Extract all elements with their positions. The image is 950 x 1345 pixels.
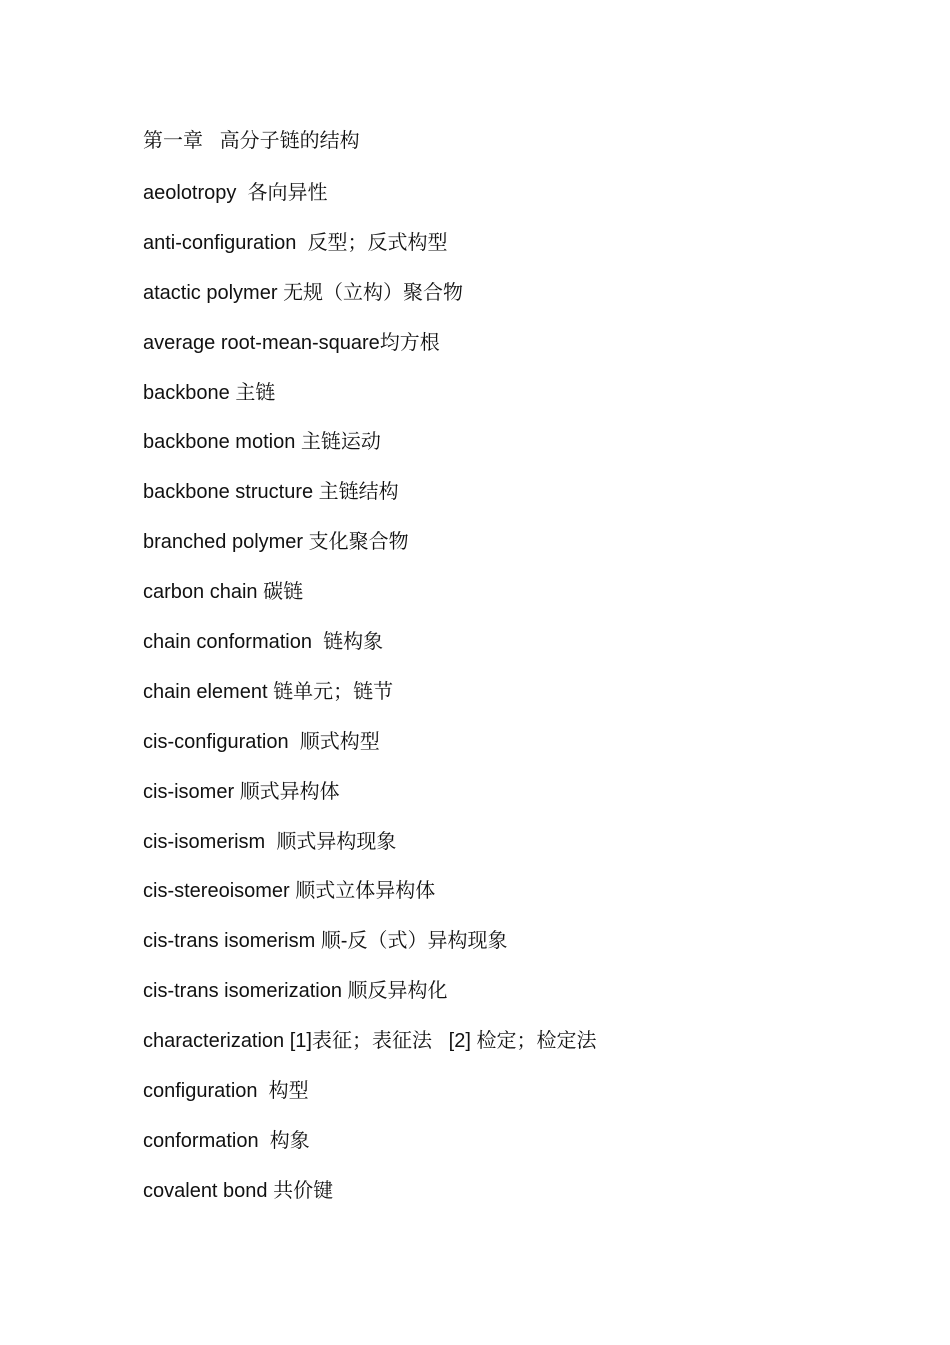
entry-term: chain element — [143, 680, 268, 703]
entry-gloss: 构象 — [269, 1129, 310, 1152]
entry-spacer — [258, 1080, 269, 1102]
entry-term: average root-mean-square — [143, 331, 380, 354]
entry-gloss: 无规（立构）聚合物 — [283, 281, 464, 304]
entry-gloss: 均方根 — [379, 331, 440, 354]
entry-gloss: 顺式构型 — [299, 730, 380, 753]
glossary-entry — [143, 827, 596, 877]
glossary-entry — [143, 378, 596, 428]
glossary-entry — [143, 1126, 596, 1176]
entry-gloss: 链构象 — [323, 631, 384, 654]
glossary-entry — [143, 1076, 596, 1126]
glossary-entry — [143, 228, 596, 278]
entry-term: backbone motion — [143, 431, 296, 454]
entry-gloss: 顺式立体异构体 — [295, 880, 436, 903]
entry-term: anti-configuration — [143, 231, 297, 254]
glossary-entry — [143, 1026, 596, 1076]
entry-spacer — [236, 182, 247, 204]
entry-term: backbone structure — [143, 481, 314, 504]
glossary-entry — [143, 477, 596, 527]
entry-term: cis-isomerism — [143, 830, 266, 853]
entry-gloss: 链单元；链节 — [273, 680, 394, 703]
entry-term: carbon chain — [143, 581, 258, 604]
entry-spacer — [296, 232, 307, 254]
glossary-entry — [143, 727, 596, 777]
entry-term: cis-trans isomerization — [143, 980, 342, 1003]
glossary-list — [143, 178, 596, 1226]
entry-spacer — [265, 831, 276, 853]
entry-term: conformation — [143, 1129, 259, 1152]
entry-term: atactic polymer — [143, 281, 278, 304]
entry-gloss: [1]表征；表征法 [2] 检定；检定法 — [289, 1030, 597, 1053]
entry-term: cis-trans isomerism — [143, 930, 316, 953]
entry-term: cis-stereoisomer — [143, 880, 290, 903]
entry-term: covalent bond — [143, 1179, 268, 1202]
entry-term: characterization — [143, 1030, 285, 1053]
entry-gloss: 顺式异构体 — [239, 780, 340, 803]
entry-gloss: 主链运动 — [300, 431, 381, 454]
entry-term: cis-isomer — [143, 780, 235, 803]
entry-term: cis-configuration — [143, 730, 289, 753]
glossary-entry — [143, 777, 596, 827]
glossary-entry — [143, 527, 596, 577]
chapter-heading: 第一章 高分子链的结构 — [143, 130, 360, 152]
glossary-entry — [143, 328, 596, 378]
entry-term: branched polymer — [143, 531, 304, 554]
entry-spacer — [289, 731, 300, 753]
entry-spacer — [312, 631, 323, 653]
entry-gloss: 反型；反式构型 — [307, 231, 448, 254]
entry-gloss: 碳链 — [263, 581, 304, 604]
entry-gloss: 顺式异构现象 — [276, 830, 397, 853]
glossary-entry — [143, 627, 596, 677]
entry-gloss: 各向异性 — [247, 182, 328, 204]
entry-term: configuration — [143, 1080, 258, 1103]
entry-gloss: 顺-反（式）异构现象 — [320, 930, 508, 953]
glossary-entry — [143, 427, 596, 477]
glossary-entry — [143, 876, 596, 926]
entry-gloss: 顺反异构化 — [347, 980, 448, 1003]
entry-term: backbone — [143, 381, 230, 404]
glossary-entry — [143, 926, 596, 976]
glossary-entry — [143, 1176, 596, 1226]
entry-term: aeolotropy — [143, 182, 237, 204]
glossary-entry — [143, 976, 596, 1026]
entry-gloss: 支化聚合物 — [308, 531, 409, 554]
entry-gloss: 共价键 — [273, 1179, 334, 1202]
glossary-entry — [143, 178, 596, 228]
glossary-entry — [143, 677, 596, 727]
glossary-entry — [143, 278, 596, 328]
entry-gloss: 构型 — [268, 1080, 309, 1103]
entry-term: chain conformation — [143, 631, 312, 654]
glossary-entry — [143, 577, 596, 627]
entry-gloss: 主链 — [235, 381, 276, 404]
entry-gloss: 主链结构 — [318, 481, 399, 504]
entry-spacer — [259, 1130, 270, 1152]
